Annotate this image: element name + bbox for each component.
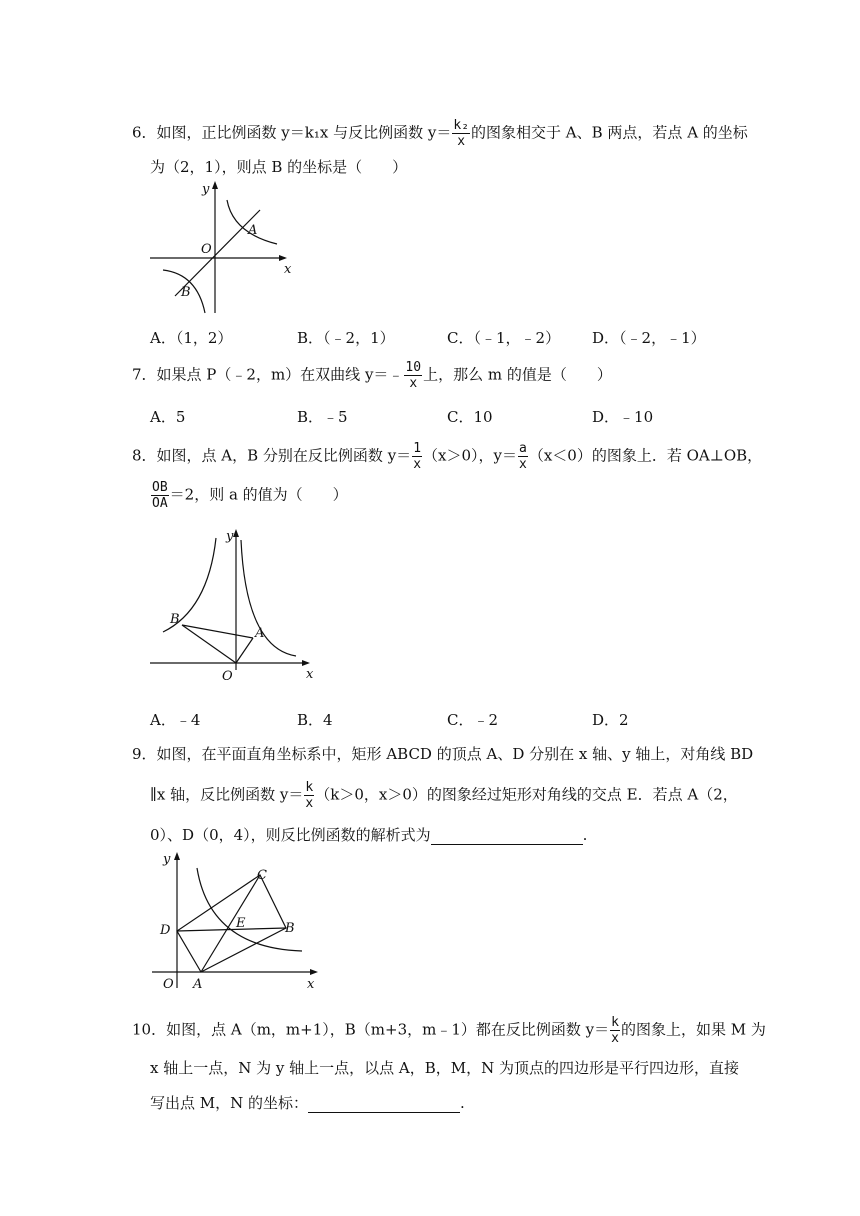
q6-y-arrow — [212, 181, 218, 189]
q9-rectangle — [177, 875, 286, 972]
q8-label-y: y — [226, 529, 234, 544]
q9-diagonal-ac — [201, 875, 260, 972]
q9-text-b: （k＞0，x＞0）的图象经过矩形对角线的交点 E．若点 A（2， — [315, 785, 738, 804]
q6-label-y: y — [202, 182, 210, 197]
q9-text-c: 0）、D（0，4），则反比例函数的解析式为 — [150, 826, 431, 844]
q6-x-arrow — [279, 255, 287, 261]
q8-figure — [148, 520, 318, 685]
q7-option-c[interactable]: C．10 — [447, 408, 493, 426]
q6-label-o: O — [201, 242, 212, 257]
q9-answer-blank[interactable] — [431, 828, 583, 845]
q10-text-end: . — [460, 1094, 465, 1112]
q9-x-arrow — [310, 969, 318, 975]
q7-option-b[interactable]: B．﹣5 — [297, 408, 348, 426]
q8-label-o: O — [222, 669, 233, 684]
q8-line2 — [150, 480, 348, 511]
q9-text-end: . — [582, 826, 588, 844]
q9-label-x: x — [307, 977, 315, 992]
q10-frac-num: k — [611, 1015, 619, 1030]
q8-frac1-num: 1 — [413, 441, 422, 456]
q8-hyperbola-right — [241, 540, 296, 656]
q8-frac2-num: a — [519, 441, 527, 456]
q8-segment-ab — [182, 625, 253, 638]
q9-text-a: ∥x 轴，反比例函数 y＝ — [150, 785, 304, 804]
q9-y-arrow — [174, 852, 180, 860]
q9-frac-num: k — [305, 780, 314, 795]
q8-y-arrow — [233, 529, 239, 537]
q10-text-a: 10．如图，点 A（m，m+1），B（m+3，m﹣1）都在反比例函数 y＝ — [132, 1020, 610, 1039]
q10-frac-den: x — [611, 1031, 619, 1046]
q8-frac1-den: x — [413, 457, 422, 472]
q6-line2: 为（2，1），则点 B 的坐标是（ ） — [150, 158, 408, 176]
q6-option-b[interactable]: B．（﹣2，1） — [297, 329, 395, 347]
q9-label-b: B — [285, 921, 295, 936]
q9-line3 — [150, 825, 587, 845]
q8-line1 — [132, 441, 762, 472]
q8-fraction-2 — [518, 441, 528, 472]
q7-frac-num: 10 — [405, 360, 422, 375]
q9-label-c: C — [257, 868, 267, 883]
q10-fraction — [610, 1015, 620, 1046]
q6-frac-den: x — [457, 134, 466, 149]
q8-frac3-num: OB — [152, 480, 168, 495]
q8-segment-oa — [236, 638, 253, 663]
q10-text-b: 的图象上，如果 M 为 — [620, 1020, 766, 1039]
q7-frac-den: x — [409, 376, 418, 391]
q8-option-b[interactable]: B．4 — [297, 711, 333, 729]
q9-line1: 9．如图，在平面直角坐标系中，矩形 ABCD 的顶点 A、D 分别在 x 轴、y 轴上，对角线 BD — [132, 745, 754, 763]
q6-label-b: B — [181, 285, 191, 300]
q8-x-arrow — [302, 660, 310, 666]
q6-text-a: 6．如图，正比例函数 y＝k₁x 与反比例函数 y＝ — [132, 123, 452, 142]
q8-option-d[interactable]: D．2 — [592, 711, 629, 729]
q9-fraction — [304, 780, 314, 811]
q7-line — [132, 360, 612, 391]
q8-frac3-den: OA — [152, 496, 168, 511]
q8-label-a: A — [255, 626, 265, 641]
q8-segment-ob — [182, 625, 236, 663]
q6-option-a[interactable]: A．（1，2） — [150, 329, 233, 347]
q8-fraction-1 — [412, 441, 422, 472]
q6-option-d[interactable]: D．（﹣2，﹣1） — [592, 329, 706, 347]
q9-frac-den: x — [305, 796, 314, 811]
q7-option-d[interactable]: D．﹣10 — [592, 408, 654, 426]
q6-text-b: 的图象相交于 A、B 两点，若点 A 的坐标 — [471, 123, 748, 142]
q9-hyperbola — [197, 868, 302, 951]
q8-text-d: ＝2，则 a 的值为（ ） — [169, 485, 348, 504]
q9-label-y: y — [163, 852, 171, 867]
q9-figure — [150, 848, 325, 998]
q6-frac-num: k₂ — [453, 118, 470, 133]
q9-label-e: E — [236, 916, 246, 931]
q9-label-o: O — [163, 977, 174, 992]
q8-option-a[interactable]: A．﹣4 — [150, 711, 201, 729]
q8-text-c: （x＜0）的图象上．若 OA⊥OB， — [528, 446, 763, 465]
q9-label-a: A — [193, 977, 203, 992]
q6-figure — [145, 178, 295, 318]
q8-fraction-3 — [151, 480, 169, 511]
q8-text-b: （x＞0），y＝ — [423, 446, 517, 465]
q7-text-b: 上，那么 m 的值是（ ） — [423, 365, 612, 384]
q9-label-d: D — [160, 923, 171, 938]
q7-fraction — [404, 360, 422, 391]
q10-line1 — [132, 1015, 766, 1046]
q7-text-a: 7．如果点 P（﹣2，m）在双曲线 y＝﹣ — [132, 365, 404, 384]
q10-line3 — [150, 1093, 465, 1113]
q8-label-b: B — [170, 612, 180, 627]
q8-frac2-den: x — [519, 457, 527, 472]
q8-option-c[interactable]: C．﹣2 — [447, 711, 499, 729]
q8-text-a: 8．如图，点 A，B 分别在反比例函数 y＝ — [132, 446, 412, 465]
q6-label-a: A — [248, 223, 258, 238]
q6-option-c[interactable]: C．（﹣1，﹣2） — [447, 329, 561, 347]
q6-fraction — [452, 118, 470, 149]
q8-label-x: x — [306, 667, 314, 682]
q6-label-x: x — [284, 262, 292, 277]
q10-answer-blank[interactable] — [308, 1096, 460, 1113]
q7-option-a[interactable]: A．5 — [150, 408, 186, 426]
q10-text-c: 写出点 M，N 的坐标： — [150, 1094, 309, 1112]
q9-line2 — [150, 780, 738, 811]
q10-line2: x 轴上一点，N 为 y 轴上一点，以点 A，B，M，N 为顶点的四边形是平行四边形，直接 — [150, 1059, 740, 1077]
q6-line1 — [132, 118, 748, 149]
